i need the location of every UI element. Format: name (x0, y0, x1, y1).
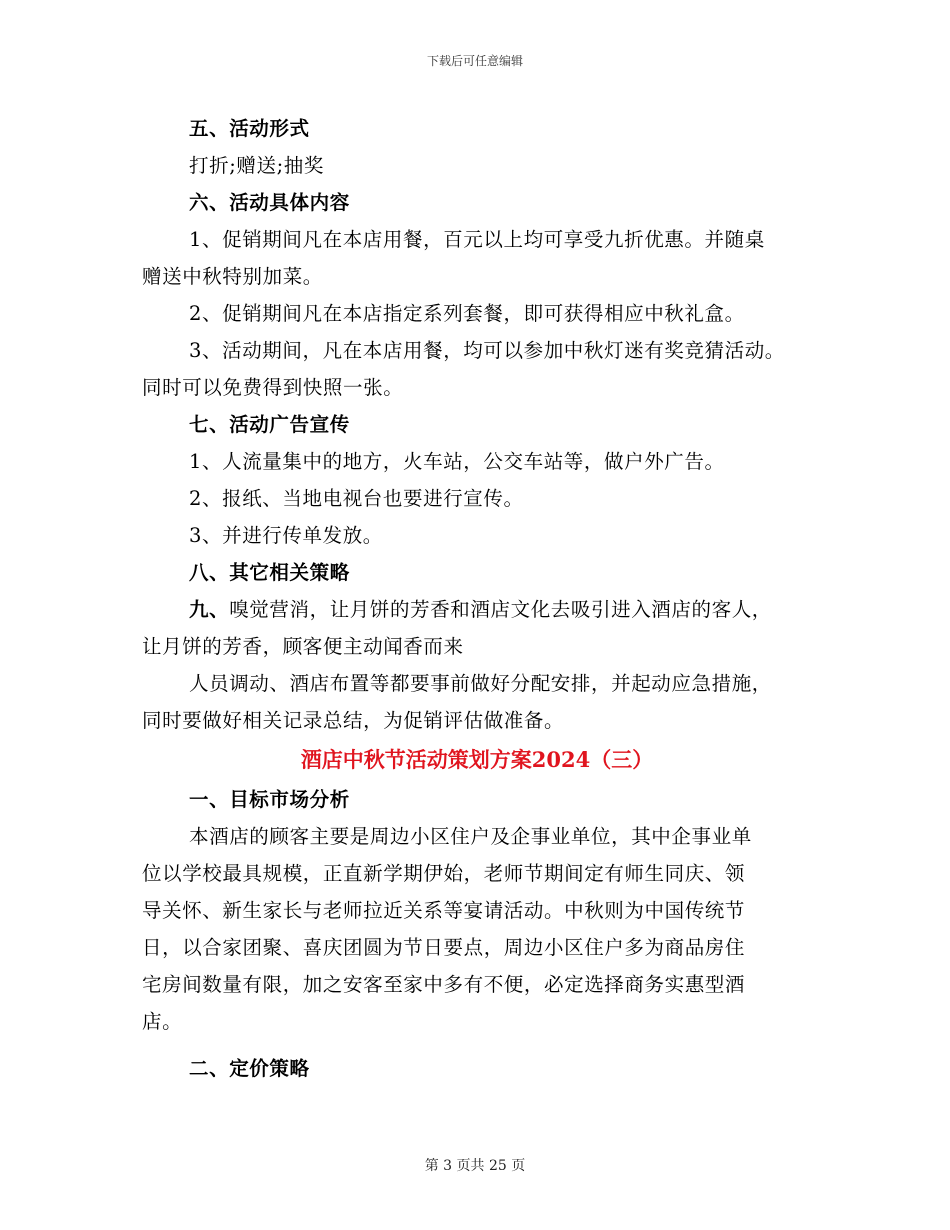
page-header: 下载后可任意编辑 (426, 54, 523, 68)
section-6-heading: 六、活动具体内容 (189, 191, 350, 214)
section-9-label: 九、 (189, 598, 230, 621)
part-3-title: 酒店中秋节活动策划方案2024（三） (300, 747, 654, 772)
section-8-heading: 八、其它相关策略 (189, 561, 350, 584)
section-6-item-3-line-2: 同时可以免费得到快照一张。 (142, 376, 404, 399)
part-3-paragraph-line-3: 导关怀、新生家长与老师拉近关系等宴请活动。中秋则为中国传统节 (142, 899, 746, 922)
section-6-item-3-line-1: 3、活动期间，凡在本店用餐，均可以参加中秋灯迷有奖竞猜活动。 (189, 339, 785, 362)
part-3-paragraph-line-6: 店。 (142, 1010, 183, 1033)
part-3-heading-1: 一、目标市场分析 (189, 788, 350, 811)
section-9-line-1 (142, 591, 812, 628)
section-7-item-1: 1、人流量集中的地方，火车站，公交车站等，做户外广告。 (189, 450, 725, 473)
section-5-body: 打折;赠送;抽奖 (189, 154, 324, 177)
part-3-paragraph-line-2: 位以学校最具规模，正直新学期伊始，老师节期间定有师生同庆、领 (142, 862, 746, 885)
section-7-item-3: 3、并进行传单发放。 (189, 524, 383, 547)
section-9-line-2: 让月饼的芳香，顾客便主动闻香而来 (142, 635, 464, 658)
section-6-item-2: 2、促销期间凡在本店指定系列套餐，即可获得相应中秋礼盒。 (189, 302, 745, 325)
staff-paragraph-line-1: 人员调动、酒店布置等都要事前做好分配安排，并起动应急措施， (189, 672, 772, 695)
section-7-item-2: 2、报纸、当地电视台也要进行宣传。 (189, 487, 524, 510)
staff-paragraph-line-2: 同时要做好相关记录总结，为促销评估做准备。 (142, 709, 565, 732)
part-3-paragraph-line-5: 宅房间数量有限，加之安客至家中多有不便，必定选择商务实惠型酒 (142, 973, 746, 996)
part-3-paragraph-line-1: 本酒店的顾客主要是周边小区住户及企事业单位，其中企事业单 (189, 825, 752, 848)
part-3-paragraph-line-4: 日，以合家团聚、喜庆团圆为节日要点，周边小区住户多为商品房住 (142, 936, 746, 959)
document-body (142, 110, 812, 1087)
section-6-item-1-line-2: 赠送中秋特别加菜。 (142, 265, 323, 288)
section-6-item-1-line-1: 1、促销期间凡在本店用餐，百元以上均可享受九折优惠。并随桌 (189, 228, 765, 251)
part-3-heading-2: 二、定价策略 (189, 1057, 310, 1080)
section-7-heading: 七、活动广告宣传 (189, 413, 350, 436)
page-footer: 第 3 页共 25 页 (424, 1158, 526, 1174)
section-5-heading: 五、活动形式 (189, 117, 310, 140)
section-9-text: 嗅觉营消，让月饼的芳香和酒店文化去吸引进入酒店的客人， (229, 598, 772, 621)
